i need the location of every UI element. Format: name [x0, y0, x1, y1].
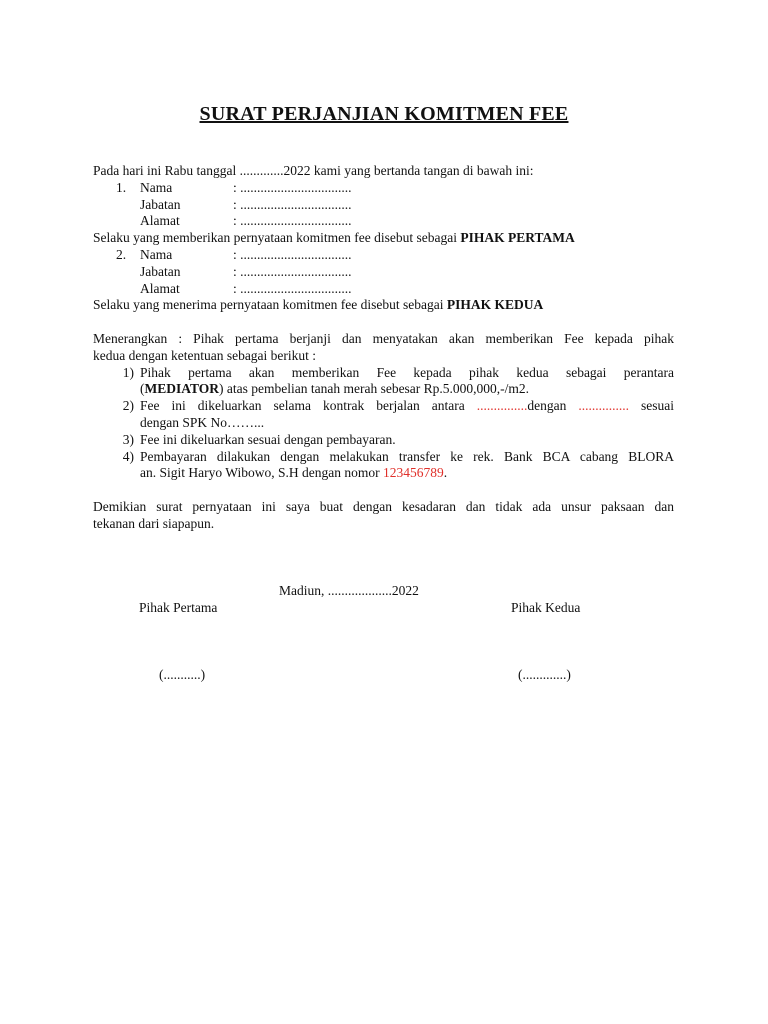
menerangkan-line-1: Menerangkan : Pihak pertama berjanji dan menyatakan akan memberikan Fee kepada pihak — [93, 330, 674, 346]
list-item-3 — [93, 432, 674, 449]
closing-line-2: tekanan dari siapapun. — [93, 515, 215, 531]
party2-jabatan-row — [93, 264, 674, 281]
mediator-label: MEDIATOR — [144, 381, 220, 397]
party2-nama-label: Nama — [140, 246, 173, 262]
party1-nama-row — [93, 180, 674, 197]
party1-nama-label: Nama — [140, 179, 173, 195]
closing-line-1: Demikian surat pernyataan ini saya buat dengan kesadaran dan tidak ada unsur paksaan dan — [93, 498, 674, 514]
blank-party-b: ............... — [578, 398, 629, 414]
pihak-kedua-label: Pihak Kedua — [511, 600, 581, 615]
place-date: Madiun, ...................2022 — [279, 583, 419, 598]
list-item-3-number: 3) — [122, 431, 134, 447]
document-title: SURAT PERJANJIAN KOMITMEN FEE — [199, 103, 569, 125]
signature-pihak-pertama: (...........) — [159, 667, 206, 682]
blank-party-a: ............... — [476, 398, 528, 414]
intro-line: Pada hari ini Rabu tanggal .............2022 kami yang bertanda tangan di bawah ini: — [93, 163, 534, 178]
party1-jabatan-row — [93, 197, 674, 214]
list-item-2-line-2: dengan SPK No……... — [140, 414, 265, 430]
party2-alamat-label: Alamat — [140, 280, 180, 296]
party1-number: 1. — [116, 179, 127, 195]
party1-nama-value: : ................................. — [233, 179, 352, 195]
account-number: 123456789 — [382, 465, 444, 481]
list-item-1-line-1: Pihak pertama akan memberikan Fee kepada pihak kedua sebagai perantara — [140, 364, 674, 380]
party2-nama-row — [93, 247, 674, 264]
list-item-2 — [93, 398, 674, 432]
menerangkan-line-2: kedua dengan ketentuan sebagai berikut : — [93, 347, 317, 363]
list-item-2-number: 2) — [122, 398, 134, 414]
party1-role-name: PIHAK PERTAMA — [460, 230, 575, 246]
party2-jabatan-label: Jabatan — [140, 263, 181, 279]
signature-pihak-kedua: (.............) — [518, 667, 571, 682]
party1-alamat-label: Alamat — [140, 213, 180, 229]
party1-alamat-row — [93, 213, 674, 230]
pihak-pertama-label: Pihak Pertama — [139, 600, 218, 615]
document-body — [93, 163, 674, 533]
party2-role-name: PIHAK KEDUA — [446, 297, 544, 313]
list-item-1-number: 1) — [122, 364, 134, 380]
party1-role-line — [93, 230, 674, 247]
party1-jabatan-value: : ................................. — [233, 196, 352, 212]
party2-nama-value: : ................................. — [233, 246, 352, 262]
list-item-4-line-2: an. Sigit Haryo Wibowo, S.H dengan nomor 123456789. — [140, 465, 448, 481]
party1-jabatan-label: Jabatan — [140, 196, 181, 212]
party2-alamat-value: : ................................. — [233, 280, 352, 296]
list-item-1 — [93, 365, 674, 399]
list-item-3-text: Fee ini dikeluarkan sesuai dengan pembayaran. — [140, 431, 396, 447]
list-item-4-line-1: Pembayaran dilakukan dengan melakukan transfer ke rek. Bank BCA cabang BLORA — [140, 448, 674, 464]
list-item-1-line-2: (MEDIATOR) atas pembelian tanah merah sebesar Rp.5.000,000,-/m2. — [140, 381, 530, 397]
list-item-4 — [93, 449, 674, 483]
party2-number: 2. — [116, 246, 127, 262]
party2-role-line — [93, 297, 674, 314]
party2-alamat-row — [93, 281, 674, 298]
list-item-4-number: 4) — [122, 448, 134, 464]
party1-alamat-value: : ................................. — [233, 213, 352, 229]
party1-role-text: Selaku yang memberikan pernyataan komitmen fee disebut sebagai — [93, 230, 461, 246]
party2-jabatan-value: : ................................. — [233, 263, 352, 279]
party2-role-text: Selaku yang menerima pernyataan komitmen fee disebut sebagai — [93, 297, 447, 313]
list-item-2-line-1: Fee ini dikeluarkan selama kontrak berjalan antara ...............dengan ............... sesuai — [140, 398, 674, 414]
